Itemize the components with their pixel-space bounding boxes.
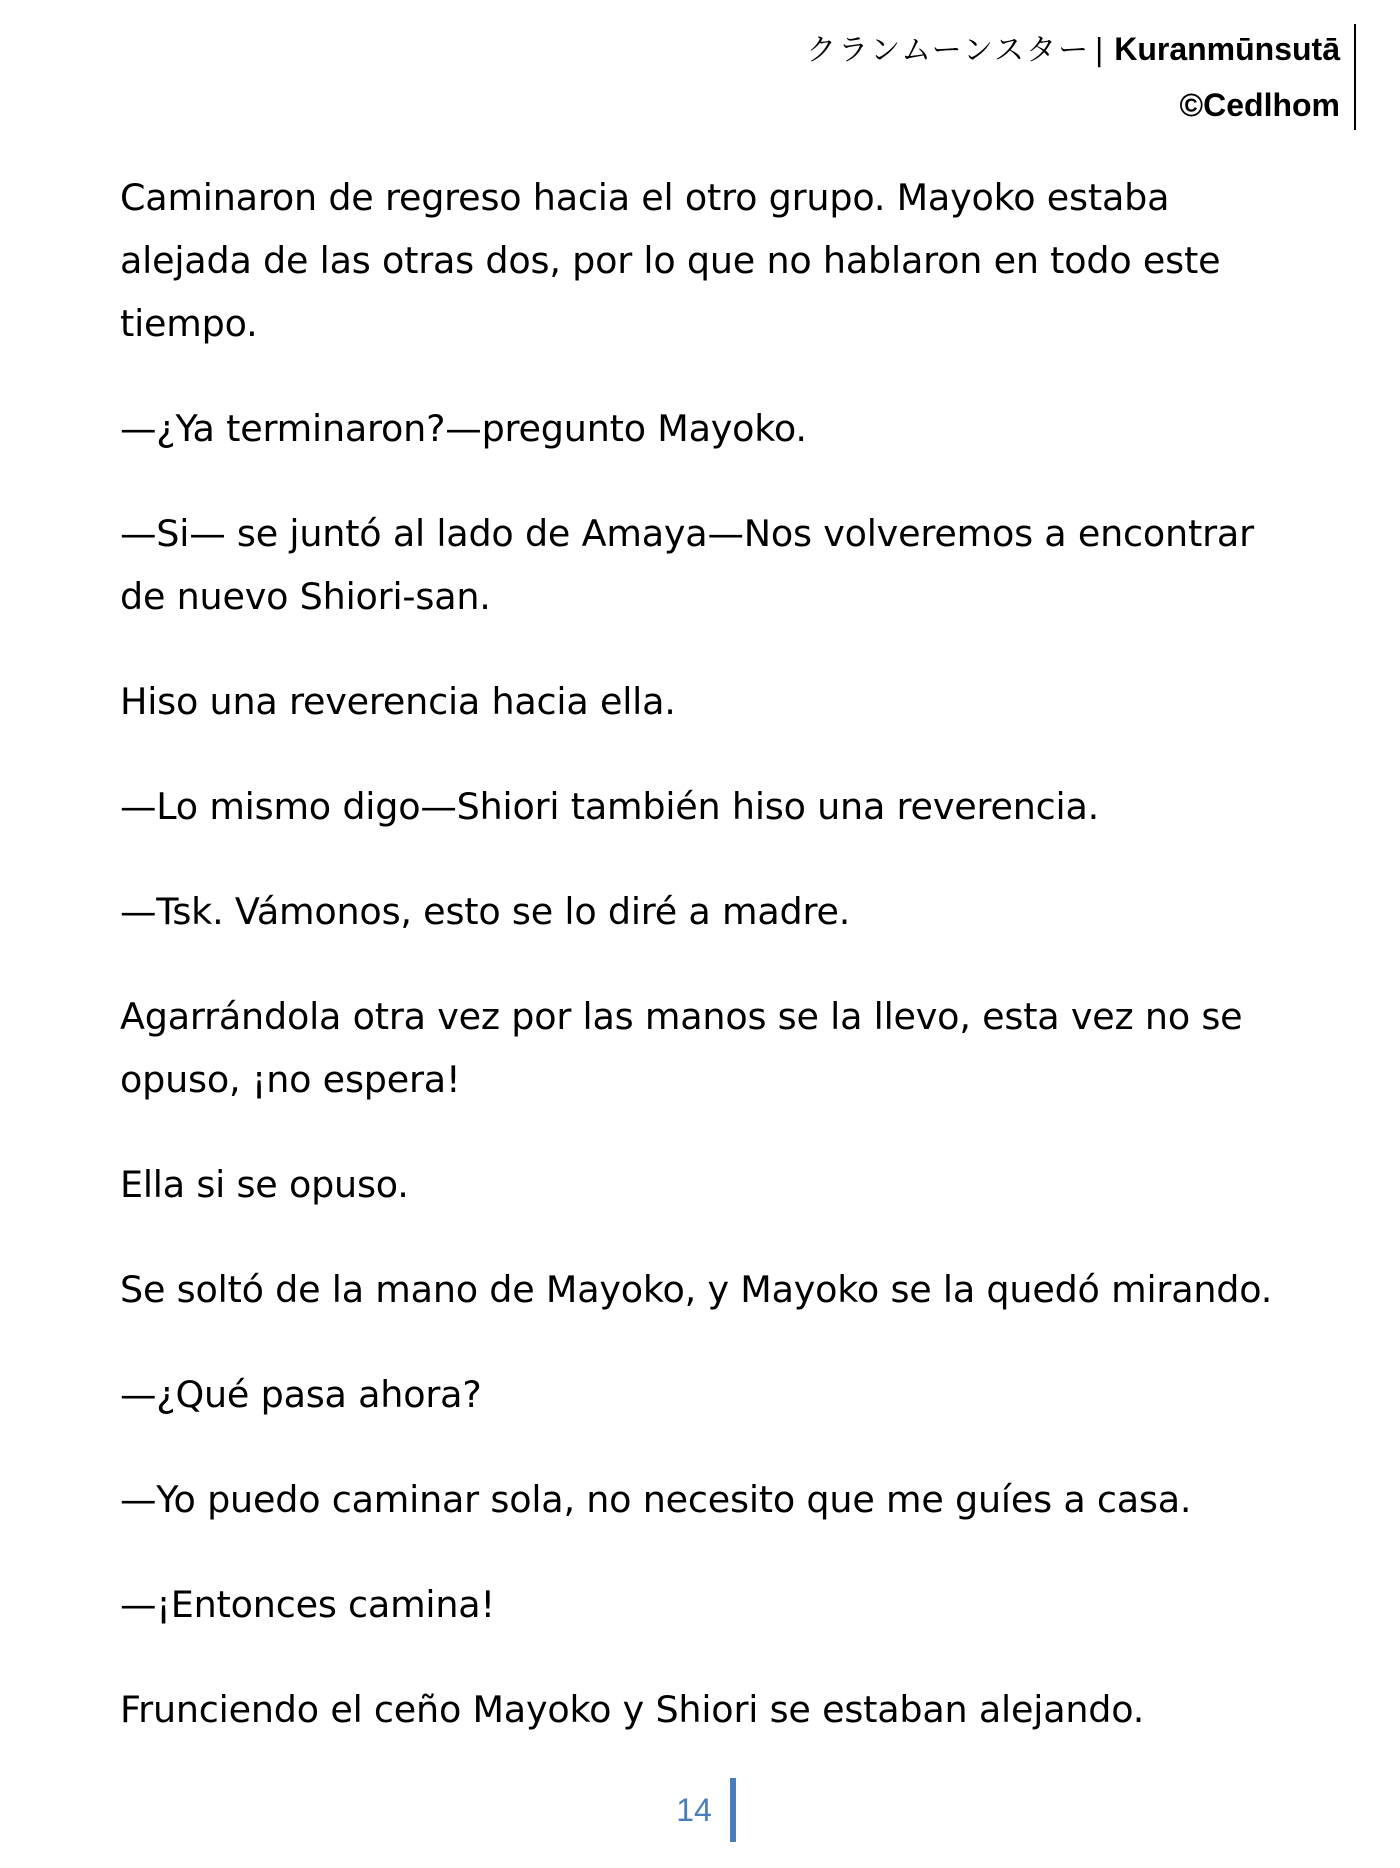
paragraph: —Yo puedo caminar sola, no necesito que me guíes a casa. — [120, 1478, 1192, 1521]
paragraph: —Si— se juntó al lado de Amaya—Nos volveremos a encontrar de nuevo Shiori-san. — [120, 512, 1254, 618]
title-separator: | — [1094, 33, 1105, 68]
page-footer — [0, 1778, 1400, 1848]
page-body — [120, 166, 1280, 1783]
paragraph: Frunciendo el ceño Mayoko y Shiori se estaban alejando. — [120, 1688, 1145, 1731]
paragraph: Caminaron de regreso hacia el otro grupo. Mayoko estaba alejada de las otras dos, por lo que no hablaron en todo este tiempo. — [120, 176, 1221, 345]
paragraph: —¡Entonces camina! — [120, 1583, 495, 1626]
romaji-title: Kuranmūnsutā — [1114, 31, 1340, 67]
japanese-title: クランムーンスター — [806, 33, 1091, 68]
page-header — [806, 24, 1356, 130]
paragraph: Se soltó de la mano de Mayoko, y Mayoko se la quedó mirando. — [120, 1268, 1273, 1311]
header-title-line — [806, 24, 1340, 80]
paragraph: Ella si se opuso. — [120, 1163, 409, 1206]
paragraph: —Tsk. Vámonos, esto se lo diré a madre. — [120, 890, 851, 933]
paragraph: —¿Qué pasa ahora? — [120, 1373, 482, 1416]
paragraph: —¿Ya terminaron?—pregunto Mayoko. — [120, 407, 807, 450]
page-number: 14 — [676, 1778, 736, 1842]
paragraph: Hiso una reverencia hacia ella. — [120, 680, 676, 723]
copyright-notice: ©Cedlhom — [1179, 87, 1340, 123]
paragraph: Agarrándola otra vez por las manos se la llevo, esta vez no se opuso, ¡no espera! — [120, 995, 1243, 1101]
paragraph: —Lo mismo digo—Shiori también hiso una reverencia. — [120, 785, 1100, 828]
